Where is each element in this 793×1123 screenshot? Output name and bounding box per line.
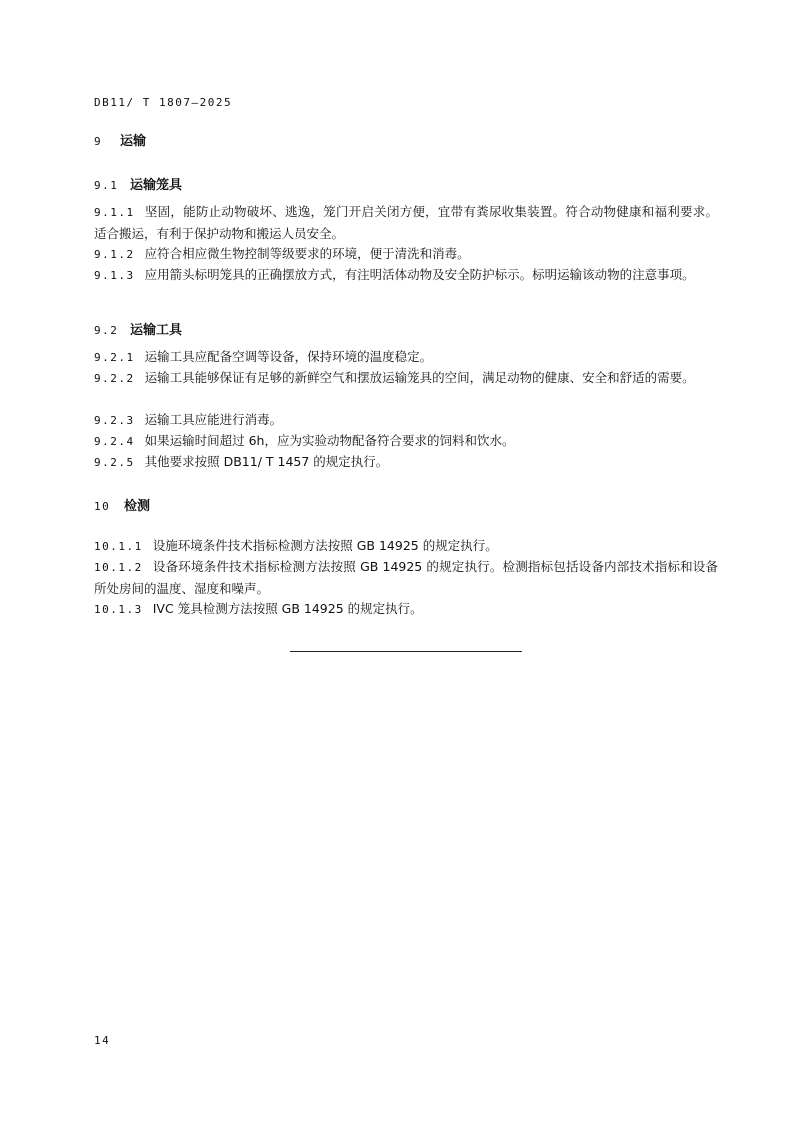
clause-9-2-3 <box>94 409 718 431</box>
clause-9-2-4 <box>94 430 718 452</box>
clause-number: 9.2.5 <box>94 456 135 469</box>
clause-10-1-2 <box>94 556 718 599</box>
clause-text: 如果运输时间超过 6h，应为实验动物配备符合要求的饲料和饮水。 <box>144 433 515 448</box>
clause-text: 运输工具能够保证有足够的新鲜空气和摆放运输笼具的空间，满足动物的健康、安全和舒适的需要。 <box>144 370 695 385</box>
clause-9-2-1 <box>94 346 718 368</box>
clause-text: IVC 笼具检测方法按照 GB 14925 的规定执行。 <box>152 601 423 616</box>
clause-number: 10.1.3 <box>94 603 143 616</box>
clause-text: 运输工具应配备空调等设备，保持环境的温度稳定。 <box>144 349 433 364</box>
clause-number: 9.1.3 <box>94 269 135 282</box>
end-rule-divider <box>290 651 522 652</box>
subsection-number: 9.1 <box>94 179 119 192</box>
clause-10-1-3 <box>94 598 718 620</box>
clause-number: 9.2.3 <box>94 414 135 427</box>
section-number: 9 <box>94 135 103 148</box>
section-title: 检测 <box>124 499 151 514</box>
section-title: 运输 <box>120 134 147 149</box>
subsection-number: 9.2 <box>94 324 119 337</box>
clause-9-2-5 <box>94 451 718 473</box>
subsection-title: 运输笼具 <box>130 178 183 193</box>
section-9-heading <box>94 130 146 149</box>
section-10-heading <box>94 495 150 514</box>
clause-text: 应符合相应微生物控制等级要求的环境，便于清洗和消毒。 <box>144 246 470 261</box>
clause-number: 9.2.1 <box>94 351 135 364</box>
section-number: 10 <box>94 500 111 513</box>
subsection-9-1-heading <box>94 174 182 193</box>
clause-9-1-2 <box>94 243 718 265</box>
clause-number: 9.1.2 <box>94 248 135 261</box>
clause-text: 设备环境条件技术指标检测方法按照 GB 14925 的规定执行。检测指标包括设备内部技术指标和设备所处房间的温度、湿度和噪声。 <box>94 559 718 596</box>
clause-number: 10.1.2 <box>94 561 143 574</box>
clause-number: 9.1.1 <box>94 206 135 219</box>
clause-10-1-1 <box>94 535 718 557</box>
clause-number: 9.2.4 <box>94 435 135 448</box>
page-number: 14 <box>94 1034 111 1047</box>
clause-number: 10.1.1 <box>94 540 143 553</box>
clause-number: 9.2.2 <box>94 372 135 385</box>
subsection-title: 运输工具 <box>130 323 183 338</box>
clause-text: 应用箭头标明笼具的正确摆放方式，有注明活体动物及安全防护标示。标明运输该动物的注意事项。 <box>144 267 695 282</box>
clause-9-1-3 <box>94 264 718 286</box>
clause-text: 设施环境条件技术指标检测方法按照 GB 14925 的规定执行。 <box>152 538 498 553</box>
clause-9-2-2 <box>94 367 718 389</box>
clause-text: 坚固，能防止动物破坏、逃逸，笼门开启关闭方便，宜带有粪尿收集装置。符合动物健康和福利要求。适合搬运，有利于保护动物和搬运人员安全。 <box>94 204 718 241</box>
clause-text: 其他要求按照 DB11/ T 1457 的规定执行。 <box>144 454 389 469</box>
clause-9-1-1 <box>94 201 718 244</box>
document-code-header: DB11/ T 1807—2025 <box>94 96 233 109</box>
clause-text: 运输工具应能进行消毒。 <box>144 412 283 427</box>
subsection-9-2-heading <box>94 319 182 338</box>
